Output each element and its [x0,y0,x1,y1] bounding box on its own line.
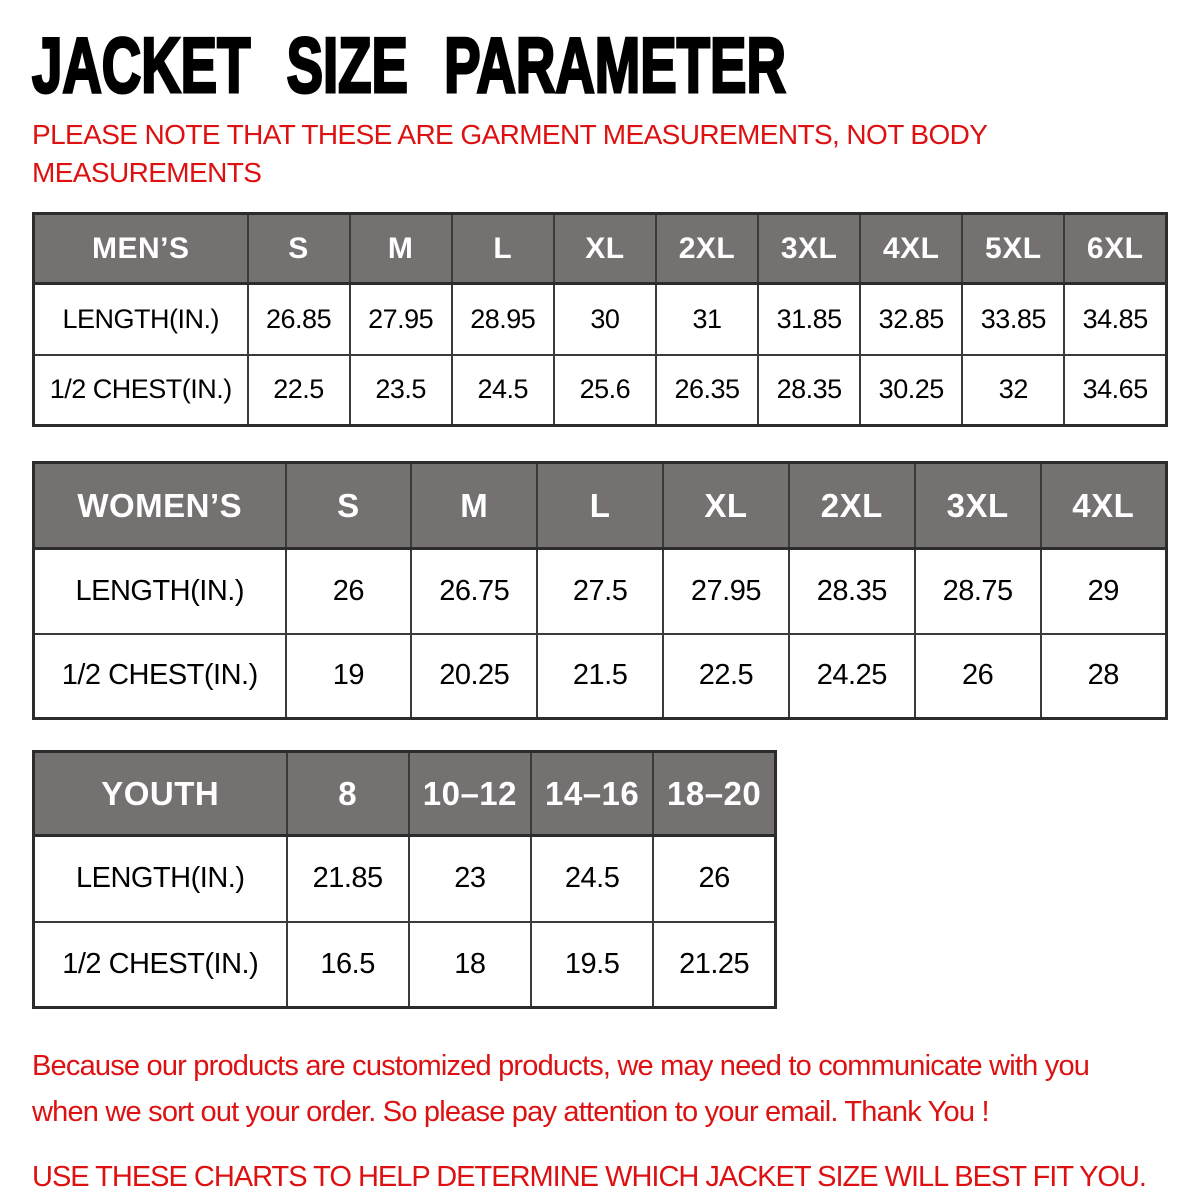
length-value-cell: 27.5 [537,549,663,634]
size-header-cell: 3XL [915,463,1041,549]
size-header-cell: 2XL [789,463,915,549]
youth-header-row [34,752,776,836]
length-value-cell: 33.85 [962,284,1064,355]
size-header-cell: XL [554,214,656,284]
fit-instruction: USE THESE CHARTS TO HELP DETERMINE WHICH JACKET SIZE WILL BEST FIT YOU. [32,1161,1146,1193]
chest-value-cell: 16.5 [287,922,409,1008]
chest-value-cell: 22.5 [663,634,789,719]
womens-size-table [32,461,1168,720]
length-value-cell: 27.95 [350,284,452,355]
note-line-1: PLEASE NOTE THAT THESE ARE GARMENT MEASUREMENTS, NOT BODY [32,119,988,150]
length-value-cell: 21.85 [287,836,409,922]
length-value-cell: 31 [656,284,758,355]
length-value-cell: 27.95 [663,549,789,634]
chest-value-cell: 30.25 [860,355,962,426]
size-header-cell: 18–20 [653,752,775,836]
size-header-cell: 8 [287,752,409,836]
chest-value-cell: 26.35 [656,355,758,426]
row-label-cell: LENGTH(IN.) [34,284,248,355]
chest-value-cell: 21.5 [537,634,663,719]
womens-length-row [34,549,1167,634]
chest-value-cell: 20.25 [411,634,537,719]
size-header-cell: 6XL [1064,214,1166,284]
chest-value-cell: 26 [915,634,1041,719]
chest-value-cell: 34.65 [1064,355,1166,426]
chest-value-cell: 21.25 [653,922,775,1008]
youth-length-row [34,836,776,922]
chest-value-cell: 24.5 [452,355,554,426]
size-header-cell: 10–12 [409,752,531,836]
size-header-cell: 2XL [656,214,758,284]
chest-value-cell: 28 [1041,634,1167,719]
length-value-cell: 26.75 [411,549,537,634]
size-header-cell: 4XL [860,214,962,284]
chest-value-cell: 28.35 [758,355,860,426]
chest-value-cell: 19.5 [531,922,653,1008]
note-line-2: MEASUREMENTS [32,157,262,188]
chest-value-cell: 22.5 [248,355,350,426]
length-value-cell: 28.75 [915,549,1041,634]
row-label-cell: 1/2 CHEST(IN.) [34,355,248,426]
communication-note-line-2: when we sort out your order. So please pay attention to your email. Thank You ! [32,1096,989,1128]
size-header-cell: S [286,463,412,549]
size-header-cell: M [411,463,537,549]
mens-size-table [32,212,1168,427]
chest-value-cell: 32 [962,355,1064,426]
length-value-cell: 26.85 [248,284,350,355]
womens-table-title-cell: WOMEN’S [34,463,286,549]
size-header-cell: L [452,214,554,284]
length-value-cell: 26 [653,836,775,922]
chest-value-cell: 19 [286,634,412,719]
garment-measurement-note [32,116,1170,192]
mens-chest-row [34,355,1167,426]
size-header-cell: 4XL [1041,463,1167,549]
youth-chest-row [34,922,776,1008]
length-value-cell: 28.95 [452,284,554,355]
size-header-cell: L [537,463,663,549]
length-value-cell: 26 [286,549,412,634]
length-value-cell: 30 [554,284,656,355]
youth-table-title-cell: YOUTH [34,752,287,836]
row-label-cell: LENGTH(IN.) [34,549,286,634]
size-header-cell: 3XL [758,214,860,284]
size-header-cell: 5XL [962,214,1064,284]
size-header-cell: 14–16 [531,752,653,836]
mens-header-row [34,214,1167,284]
length-value-cell: 29 [1041,549,1167,634]
chest-value-cell: 23.5 [350,355,452,426]
length-value-cell: 24.5 [531,836,653,922]
communication-note [32,1043,1170,1135]
length-value-cell: 32.85 [860,284,962,355]
womens-header-row [34,463,1167,549]
mens-length-row [34,284,1167,355]
row-label-cell: 1/2 CHEST(IN.) [34,634,286,719]
length-value-cell: 23 [409,836,531,922]
chest-value-cell: 25.6 [554,355,656,426]
size-header-cell: XL [663,463,789,549]
page-title: JACKET SIZE PARAMETER [32,21,786,109]
length-value-cell: 31.85 [758,284,860,355]
size-header-cell: M [350,214,452,284]
mens-table-title-cell: MEN’S [34,214,248,284]
communication-note-line-1: Because our products are customized products, we may need to communicate with you [32,1050,1090,1082]
chest-value-cell: 24.25 [789,634,915,719]
chest-value-cell: 18 [409,922,531,1008]
length-value-cell: 34.85 [1064,284,1166,355]
row-label-cell: LENGTH(IN.) [34,836,287,922]
row-label-cell: 1/2 CHEST(IN.) [34,922,287,1008]
length-value-cell: 28.35 [789,549,915,634]
youth-size-table [32,750,777,1009]
womens-chest-row [34,634,1167,719]
size-header-cell: S [248,214,350,284]
